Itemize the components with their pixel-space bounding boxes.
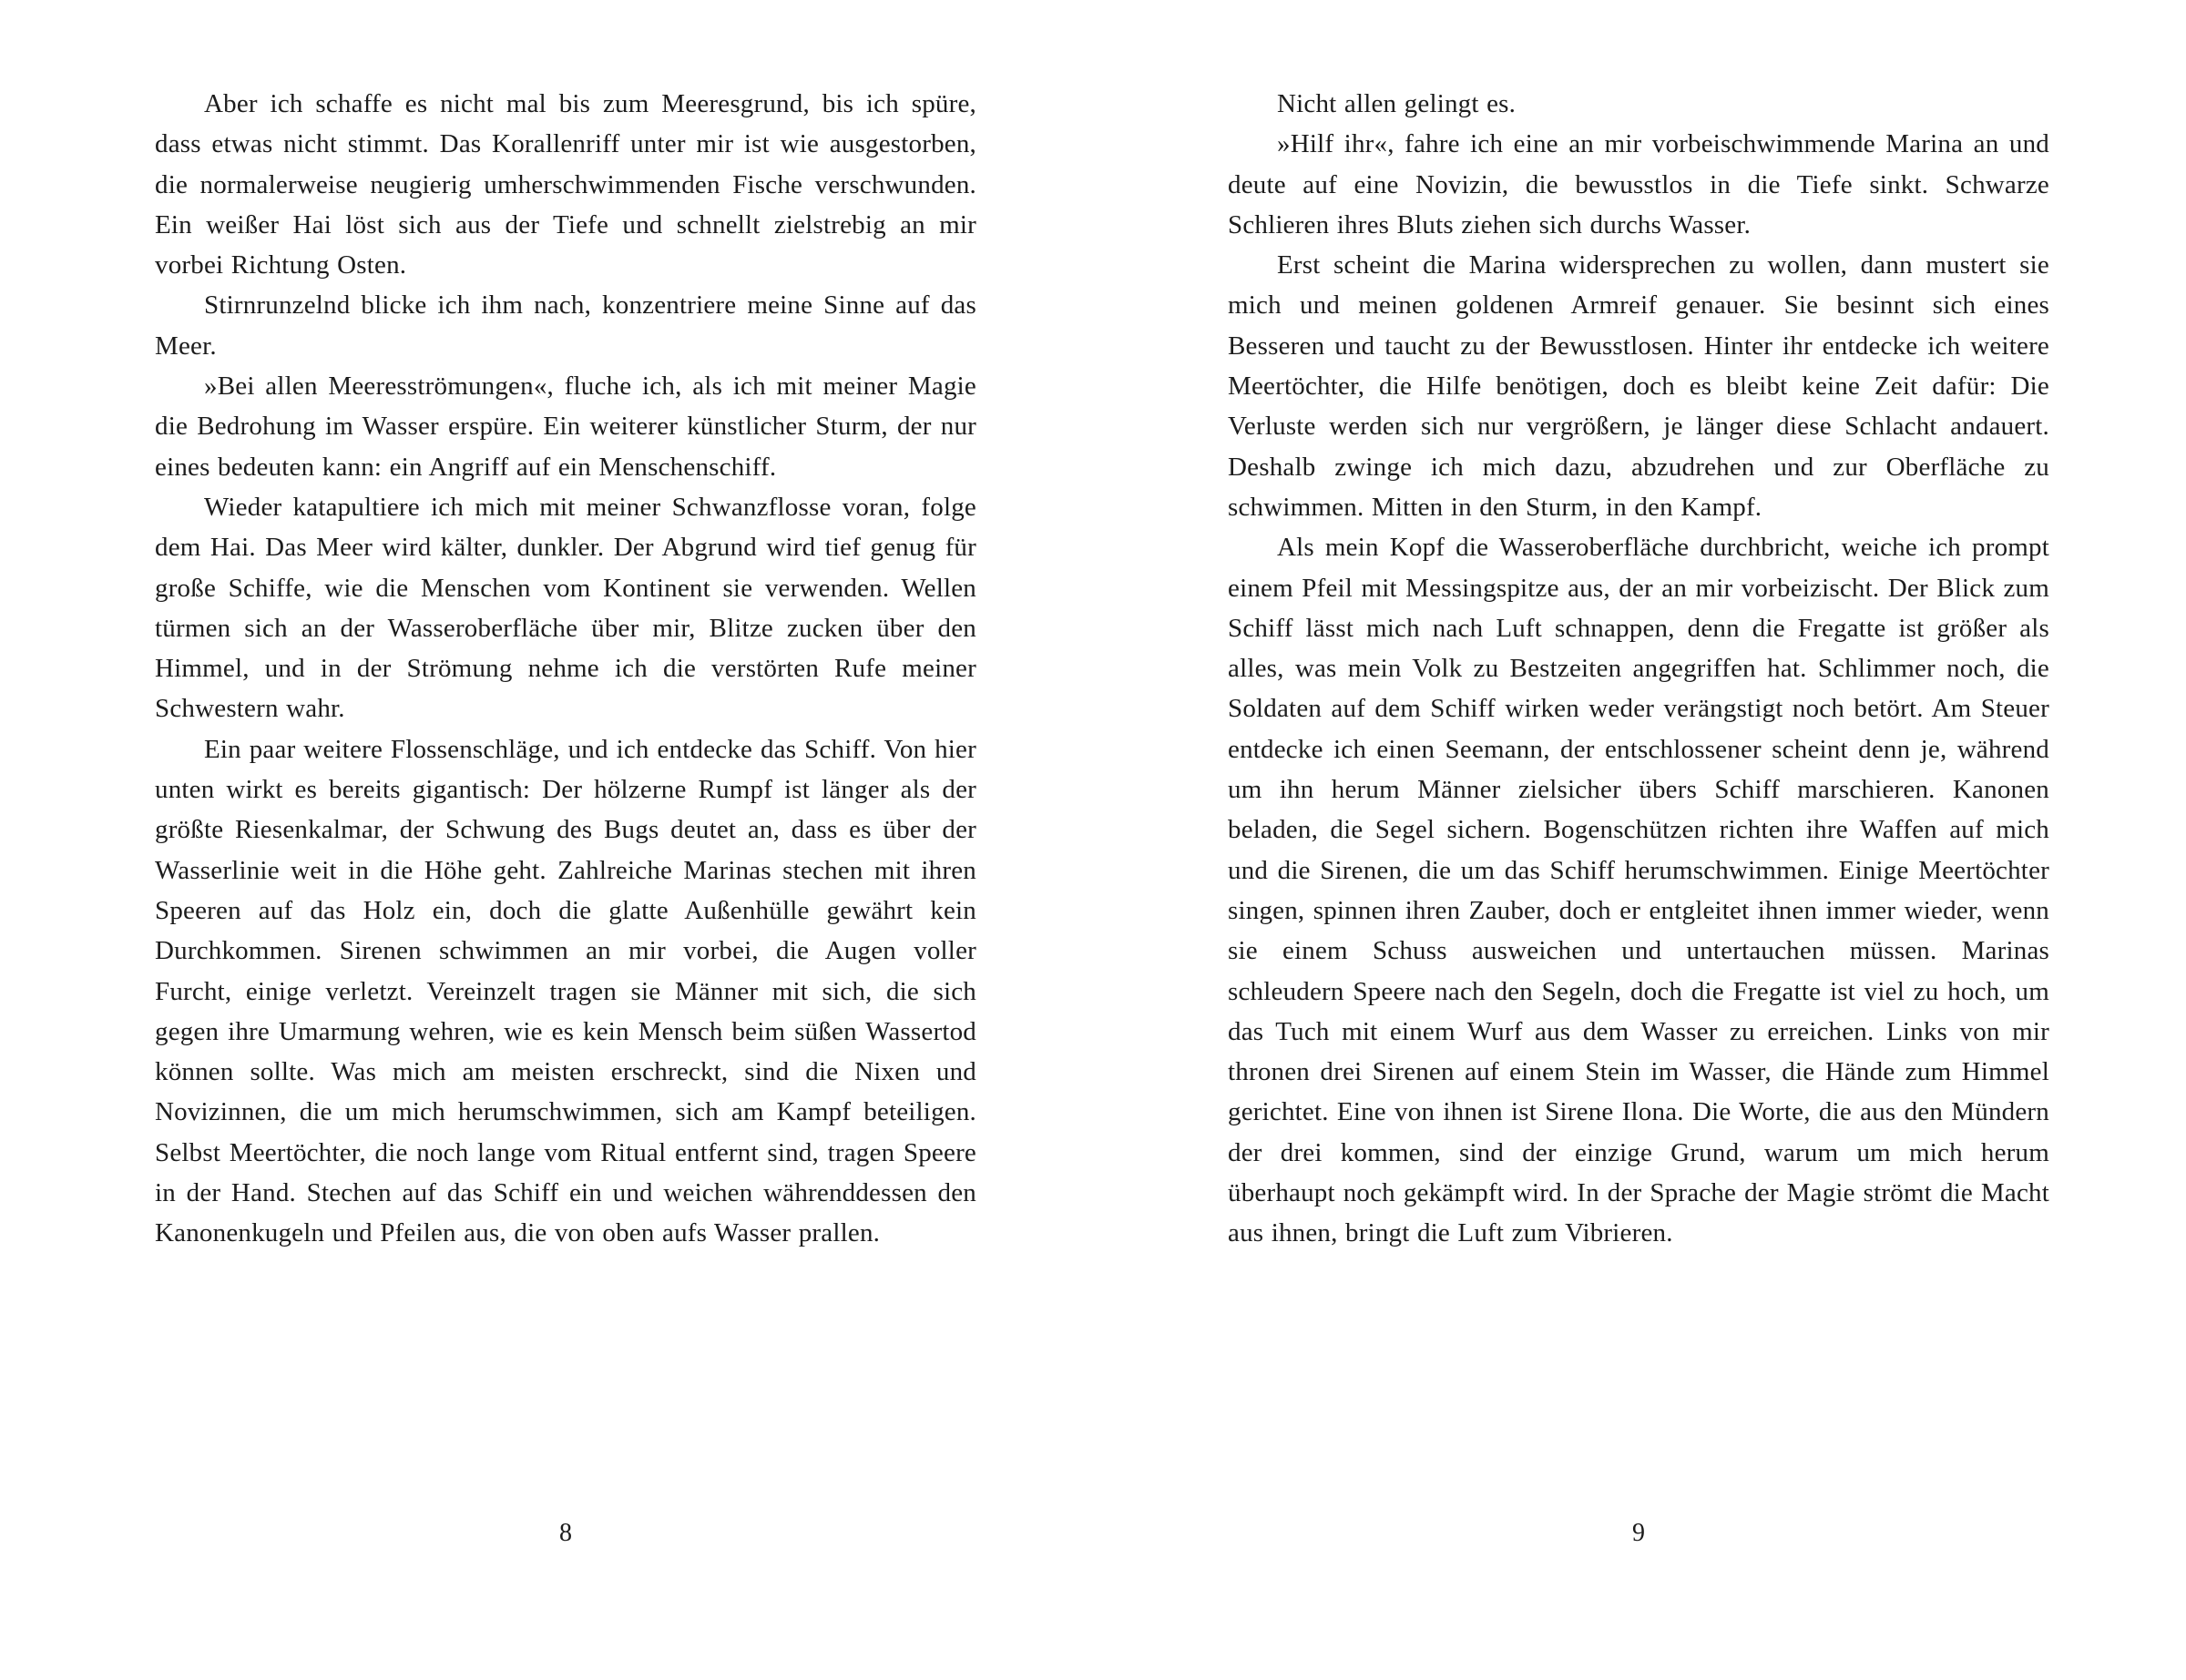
page-left-text bbox=[155, 84, 976, 1254]
paragraph: Nicht allen gelingt es. bbox=[1277, 89, 1517, 118]
page-right-number: 9 bbox=[1632, 1519, 1645, 1547]
paragraph: »Bei allen Meeresströmungen«, fluche ich, als ich mit meiner Magie die Bedrohung im Wasser erspüre. Ein weiterer künstlicher Sturm, der nur eines bedeuten kann: ein Angriff auf ein Menschenschiff. bbox=[155, 372, 976, 482]
paragraph: »Hilf ihr«, fahre ich eine an mir vorbeischwimmende Marina an und deute auf eine Novizin, die bewusstlos in die Tiefe sinkt. Schwarze Schlieren ihres Bluts ziehen sich durchs Wasser. bbox=[1228, 129, 2049, 239]
page-right-text bbox=[1228, 84, 2049, 1254]
paragraph: Ein paar weitere Flossenschläge, und ich entdecke das Schiff. Von hier unten wirkt es bereits gigantisch: Der hölzerne Rumpf ist länger als der größte Riesenkalmar, der Schwung des Bugs deutet an, dass es über der Wasserlinie weit in die Höhe geht. Zahlreiche Marinas stechen mit ihren Speeren auf das Holz ein, doch die glatte Außenhülle gewährt kein Durchkommen. Sirenen schwimmen an mir vorbei, die Augen voller Furcht, einige verletzt. Vereinzelt tragen sie Männer mit sich, die sich gegen ihre Umarmung wehren, wie es kein Mensch beim süßen Wassertod können sollte. Was mich am meisten erschreckt, sind die Nixen und Novizinnen, die um mich herumschwimmen, sich am Kampf beteiligen. Selbst Meertöchter, die noch lange vom Ritual entfernt sind, tragen Speere in der Hand. Stechen auf das Schiff ein und weichen währenddessen den Kanonenkugeln und Pfeilen aus, die von oben aufs Wasser prallen. bbox=[155, 734, 976, 1248]
paragraph: Aber ich schaffe es nicht mal bis zum Meeresgrund, bis ich spüre, dass etwas nicht stimmt. Das Korallenriff unter mir ist wie ausgestorben, die normalerweise neugierig umherschwimmenden Fische verschwunden. Ein weißer Hai löst sich aus der Tiefe und schnellt zielstrebig an mir vorbei Richtung Osten. bbox=[155, 89, 976, 280]
paragraph: Als mein Kopf die Wasseroberfläche durchbricht, weiche ich prompt einem Pfeil mit Messingspitze aus, der an mir vorbeizischt. Der Blick zum Schiff lässt mich nach Luft schnappen, denn die Fregatte ist größer als alles, was mein Volk zu Bestzeiten angegriffen hat. Schlimmer noch, die Soldaten auf dem Schiff wirken weder verängstigt noch betört. Am Steuer entdecke ich einen Seemann, der entschlossener scheint denn je, während um ihn herum Männer zielsicher übers Schiff marschieren. Kanonen beladen, die Segel sichern. Bogenschützen richten ihre Waffen auf mich und die Sirenen, die um das Schiff herumschwimmen. Einige Meertöchter singen, spinnen ihren Zauber, doch er entgleitet ihnen immer wieder, wenn sie einem Schuss ausweichen und untertauchen müssen. Marinas schleudern Speere nach den Segeln, doch die Fregatte ist viel zu hoch, um das Tuch mit einem Wurf aus dem Wasser zu erreichen. Links von mir thronen drei Sirenen auf einem Stein im Wasser, die Hände zum Himmel gerichtet. Eine von ihnen ist Sirene Ilona. Die Worte, die aus den Mündern der drei kommen, sind der einzige Grund, warum um mich herum überhaupt noch gekämpft wird. In der Sprache der Magie strömt die Macht aus ihnen, bringt die Luft zum Vibrieren. bbox=[1228, 533, 2049, 1248]
paragraph: Wieder katapultiere ich mich mit meiner Schwanzflosse voran, folge dem Hai. Das Meer wird kälter, dunkler. Der Abgrund wird tief genug für große Schiffe, wie die Menschen vom Kontinent sie verwenden. Wellen türmen sich an der Wasseroberfläche über mir, Blitze zucken über den Himmel, und in der Strömung nehme ich die verstörten Rufe meiner Schwestern wahr. bbox=[155, 492, 976, 724]
page-left-number: 8 bbox=[559, 1519, 572, 1547]
page-right bbox=[1093, 0, 2186, 1680]
paragraph: Erst scheint die Marina widersprechen zu wollen, dann mustert sie mich und meinen goldenen Armreif genauer. Sie besinnt sich eines Besseren und taucht zu der Bewusstlosen. Hinter ihr entdecke ich weitere Meertöchter, die Hilfe benötigen, doch es bleibt keine Zeit dafür: Die Verluste werden sich nur vergrößern, je länger diese Schlacht andauert. Deshalb zwinge ich mich dazu, abzudrehen und zur Oberfläche zu schwimmen. Mitten in den Sturm, in den Kampf. bbox=[1228, 250, 2049, 522]
paragraph: Stirnrunzelnd blicke ich ihm nach, konzentriere meine Sinne auf das Meer. bbox=[155, 290, 976, 361]
